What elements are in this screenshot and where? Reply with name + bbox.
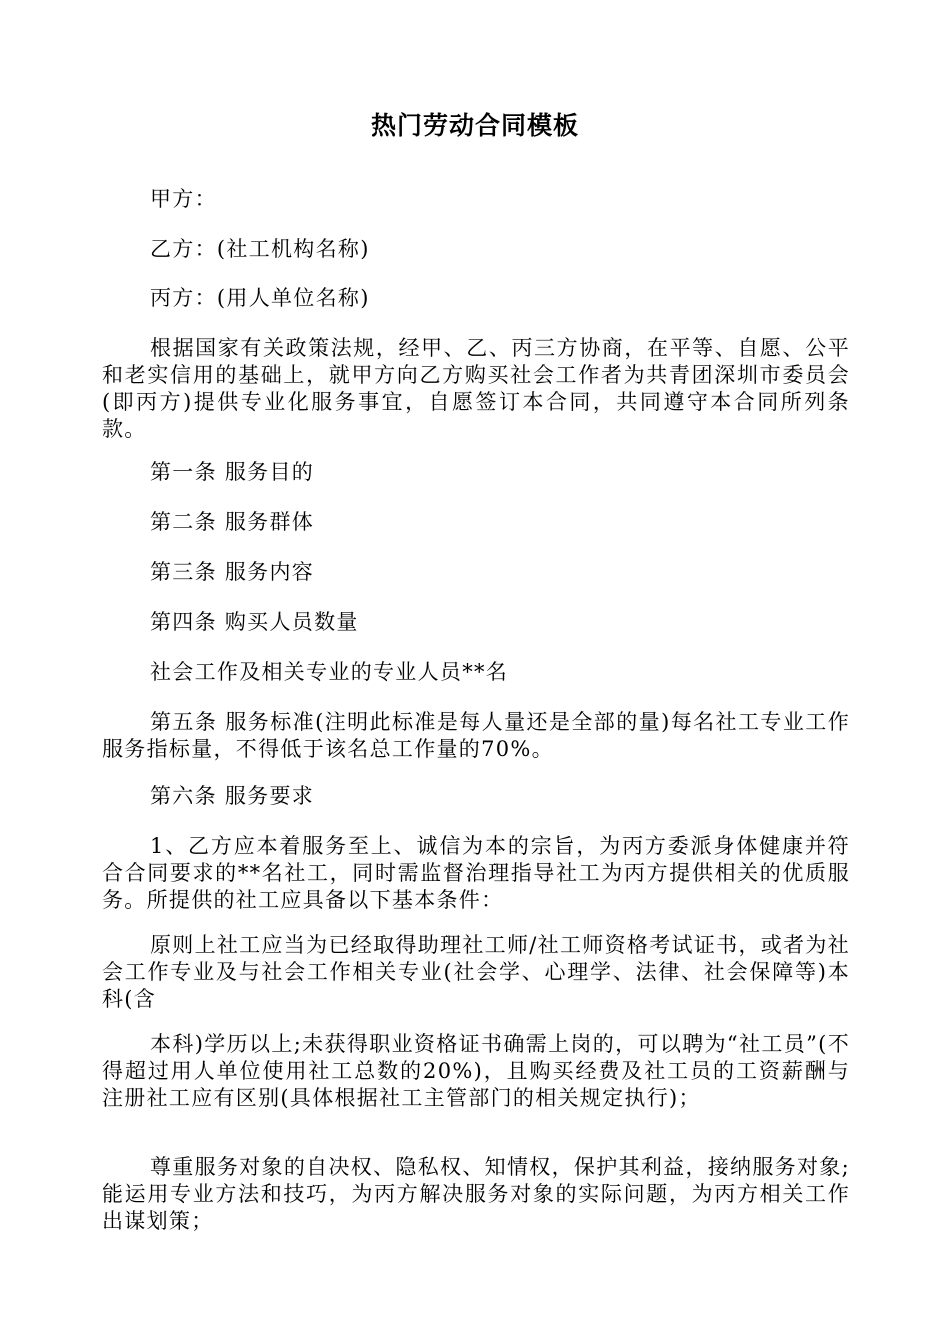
paragraph-requirement-1: 1、乙方应本着服务至上、诚信为本的宗旨，为丙方委派身体健康并符合合同要求的**名社工，同时需监督治理指导社工为丙方提供相关的优质服务。所提供的社工应具备以下基本条件： (102, 834, 850, 912)
paragraph-staff-count: 社会工作及相关专业的专业人员**名 (150, 660, 509, 684)
paragraph-party-b: 乙方：(社工机构名称) (150, 237, 370, 261)
paragraph-party-c: 丙方：(用人单位名称) (150, 286, 370, 310)
paragraph-article-3: 第三条 服务内容 (150, 560, 315, 584)
paragraph-respect: 尊重服务对象的自决权、隐私权、知情权，保护其利益，接纳服务对象;能运用专业方法和技巧，为丙方解决服务对象的实际问题，为丙方相关工作出谋划策； (102, 1155, 850, 1233)
paragraph-party-a: 甲方： (150, 187, 217, 211)
paragraph-education: 本科)学历以上;未获得职业资格证书确需上岗的，可以聘为“社工员”(不得超过用人单位使用社工总数的20%)，且购买经费及社工员的工资薪酬与注册社工应有区别(具体根据社工主管部门的相关规定执行)； (102, 1032, 850, 1110)
paragraph-article-1: 第一条 服务目的 (150, 460, 315, 484)
paragraph-preamble: 根据国家有关政策法规，经甲、乙、丙三方协商，在平等、自愿、公平和老实信用的基础上，就甲方向乙方购买社会工作者为共青团深圳市委员会(即丙方)提供专业化服务事宜，自愿签订本合同，共同遵守本合同所列条款。 (102, 336, 850, 441)
paragraph-article-6: 第六条 服务要求 (150, 784, 315, 808)
paragraph-article-5: 第五条 服务标准(注明此标准是每人量还是全部的量)每名社工专业工作服务指标量，不得低于该名总工作量的70%。 (102, 710, 850, 761)
document-title: 热门劳动合同模板 (370, 111, 579, 140)
paragraph-article-4: 第四条 购买人员数量 (150, 610, 359, 634)
paragraph-article-2: 第二条 服务群体 (150, 510, 315, 534)
paragraph-qualification: 原则上社工应当为已经取得助理社工师/社工师资格考试证书，或者为社会工作专业及与社会工作相关专业(社会学、心理学、法律、社会保障等)本科(含 (102, 933, 850, 1011)
